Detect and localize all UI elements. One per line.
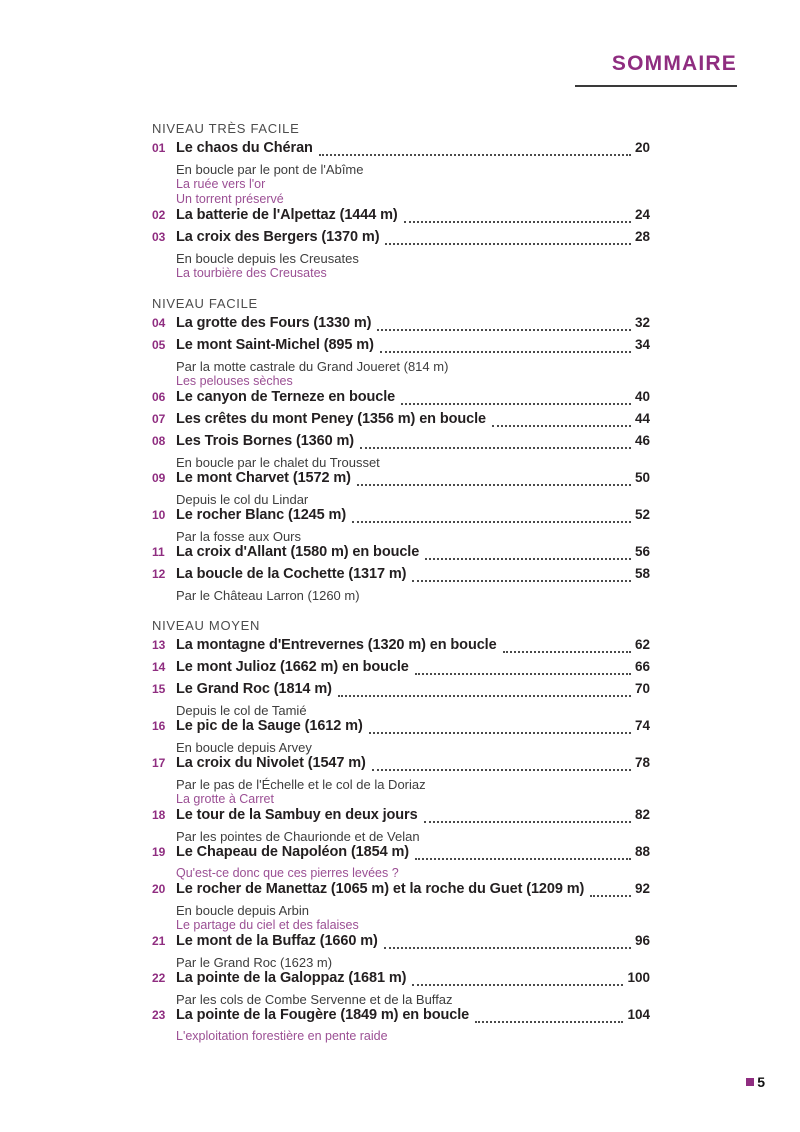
- toc-entry: [152, 718, 650, 755]
- entry-page-number: 44: [634, 411, 650, 426]
- entry-title: Le Grand Roc (1814 m): [176, 681, 332, 697]
- section-entries: [152, 140, 650, 281]
- dotted-leader: [357, 484, 631, 486]
- entry-title: Le rocher de Manettaz (1065 m) et la roche du Guet (1209 m): [176, 881, 585, 897]
- toc-entry: [152, 755, 650, 807]
- dotted-leader: [377, 329, 631, 331]
- dotted-leader: [401, 403, 631, 405]
- entry-title: Les crêtes du mont Peney (1356 m) en boucle: [176, 411, 486, 427]
- toc-entry: [152, 229, 650, 281]
- entry-number: 19: [152, 845, 166, 859]
- entry-row: [152, 389, 650, 411]
- entry-subline: Par le Château Larron (1260 m): [176, 588, 360, 603]
- toc-entry: [152, 933, 650, 970]
- entry-title: Le rocher Blanc (1245 m): [176, 507, 347, 523]
- entry-number: 04: [152, 316, 166, 330]
- entry-page-number: 46: [634, 433, 650, 448]
- toc-entry: [152, 315, 650, 337]
- toc-section: [152, 603, 650, 1044]
- entry-number: 11: [152, 545, 165, 559]
- toc-entry: [152, 881, 650, 933]
- toc-entry: [152, 1007, 650, 1044]
- entry-page-number: 20: [634, 140, 650, 155]
- footer-page-number: 5: [757, 1074, 765, 1090]
- dotted-leader: [590, 895, 631, 897]
- dotted-leader: [372, 769, 631, 771]
- entry-number: 09: [152, 471, 166, 485]
- entry-title: Le chaos du Chéran: [176, 140, 313, 156]
- toc-entry: [152, 140, 650, 207]
- toc-entry: [152, 681, 650, 718]
- entry-title: Le mont Saint-Michel (895 m): [176, 337, 374, 353]
- entry-number: 23: [152, 1008, 166, 1022]
- entry-title: Les Trois Bornes (1360 m): [176, 433, 355, 449]
- entry-page-number: 52: [634, 507, 650, 522]
- entry-number: 02: [152, 208, 166, 222]
- entry-title: Le pic de la Sauge (1612 m): [176, 718, 363, 734]
- entry-row: [152, 718, 650, 740]
- dotted-leader: [404, 221, 631, 223]
- entry-page-number: 32: [634, 315, 650, 330]
- entry-title: La croix d'Allant (1580 m) en boucle: [176, 544, 420, 560]
- entry-page-number: 74: [634, 718, 650, 733]
- entry-page-number: 58: [634, 566, 650, 581]
- section-entries: [152, 315, 650, 603]
- entry-title: La grotte des Fours (1330 m): [176, 315, 372, 331]
- entry-row: [152, 659, 650, 681]
- dotted-leader: [425, 558, 631, 560]
- toc-entry: [152, 507, 650, 544]
- toc-entry: [152, 389, 650, 411]
- entry-page-number: 24: [634, 207, 650, 222]
- entry-row: [152, 433, 650, 455]
- entry-number: 18: [152, 808, 166, 822]
- entry-page-number: 92: [634, 881, 650, 896]
- entry-page-number: 104: [627, 1007, 650, 1022]
- entry-number: 13: [152, 638, 166, 652]
- entry-page-number: 78: [634, 755, 650, 770]
- entry-number: 05: [152, 338, 166, 352]
- dotted-leader: [424, 821, 631, 823]
- entry-number: 16: [152, 719, 166, 733]
- entry-title: Le canyon de Terneze en boucle: [176, 389, 396, 405]
- entry-number: 06: [152, 390, 166, 404]
- entry-row: [152, 933, 650, 955]
- dotted-leader: [380, 351, 631, 353]
- entry-subline: Par la fosse aux Ours: [176, 529, 301, 544]
- section-entries: [152, 637, 650, 1044]
- entry-subline: La grotte à Carret: [176, 792, 274, 806]
- entry-subline: Depuis le col de Tamié: [176, 703, 307, 718]
- entry-title: Le Chapeau de Napoléon (1854 m): [176, 844, 409, 860]
- entry-number: 20: [152, 882, 166, 896]
- entry-subline: Les pelouses sèches: [176, 374, 293, 388]
- entry-subline: En boucle depuis Arvey: [176, 740, 312, 755]
- section-label: NIVEAU FACILE: [152, 296, 258, 311]
- entry-row: [152, 229, 650, 251]
- entry-subline: Par le pas de l'Échelle et le col de la Doriaz: [176, 777, 426, 792]
- entry-row: [152, 681, 650, 703]
- dotted-leader: [369, 732, 631, 734]
- dotted-leader: [415, 858, 631, 860]
- entry-title: Le mont Julioz (1662 m) en boucle: [176, 659, 409, 675]
- entry-number: 07: [152, 412, 166, 426]
- entry-number: 08: [152, 434, 166, 448]
- entry-number: 22: [152, 971, 166, 985]
- dotted-leader: [360, 447, 631, 449]
- entry-row: [152, 755, 650, 777]
- dotted-leader: [412, 580, 631, 582]
- page-title: SOMMAIRE: [611, 52, 737, 75]
- entry-subline: La tourbière des Creusates: [176, 266, 327, 280]
- toc-section: [152, 281, 650, 603]
- entry-row: [152, 807, 650, 829]
- toc-entry: [152, 566, 650, 603]
- entry-page-number: 56: [634, 544, 650, 559]
- entry-subline: Par les cols de Combe Servenne et de la Buffaz: [176, 992, 453, 1007]
- entry-number: 12: [152, 567, 166, 581]
- entry-subline: Par le Grand Roc (1623 m): [176, 955, 333, 970]
- entry-page-number: 70: [634, 681, 650, 696]
- entry-number: 10: [152, 508, 166, 522]
- page-footer: [746, 1074, 765, 1090]
- entry-title: La batterie de l'Alpettaz (1444 m): [176, 207, 398, 223]
- entry-row: [152, 881, 650, 903]
- entry-title: La montagne d'Entrevernes (1320 m) en boucle: [176, 637, 497, 653]
- dotted-leader: [475, 1021, 623, 1023]
- entry-row: [152, 315, 650, 337]
- dotted-leader: [352, 521, 631, 523]
- entry-subline: La ruée vers l'or: [176, 177, 266, 191]
- entry-page-number: 40: [634, 389, 650, 404]
- entry-page-number: 66: [634, 659, 650, 674]
- entry-page-number: 34: [634, 337, 650, 352]
- footer-square-icon: [746, 1078, 754, 1086]
- entry-row: [152, 844, 650, 866]
- dotted-leader: [384, 947, 631, 949]
- entry-subline: Le partage du ciel et des falaises: [176, 918, 359, 932]
- entry-row: [152, 140, 650, 162]
- entry-row: [152, 507, 650, 529]
- entry-number: 21: [152, 934, 166, 948]
- entry-subline: En boucle par le pont de l'Abîme: [176, 162, 364, 177]
- dotted-leader: [503, 651, 631, 653]
- entry-row: [152, 1007, 650, 1029]
- dotted-leader: [319, 154, 631, 156]
- section-label: NIVEAU MOYEN: [152, 618, 261, 633]
- toc-entry: [152, 844, 650, 881]
- entry-row: [152, 337, 650, 359]
- entry-subline: Par les pointes de Chaurionde et de Velan: [176, 829, 420, 844]
- toc-entry: [152, 807, 650, 844]
- entry-row: [152, 544, 650, 566]
- entry-number: 17: [152, 756, 166, 770]
- entry-subline: L'exploitation forestière en pente raide: [176, 1029, 388, 1043]
- entry-page-number: 50: [634, 470, 650, 485]
- entry-title: Le mont de la Buffaz (1660 m): [176, 933, 378, 949]
- entry-row: [152, 566, 650, 588]
- section-label: NIVEAU TRÈS FACILE: [152, 121, 300, 136]
- toc-entry: [152, 470, 650, 507]
- toc-entry: [152, 637, 650, 659]
- title-underline: [575, 85, 737, 87]
- toc-entry: [152, 207, 650, 229]
- entry-number: 14: [152, 660, 166, 674]
- entry-title: Le tour de la Sambuy en deux jours: [176, 807, 418, 823]
- entry-row: [152, 637, 650, 659]
- entry-title: Le mont Charvet (1572 m): [176, 470, 351, 486]
- entry-subline: En boucle depuis Arbin: [176, 903, 309, 918]
- entry-subline: En boucle depuis les Creusates: [176, 251, 359, 266]
- toc-entry: [152, 970, 650, 1007]
- entry-number: 15: [152, 682, 166, 696]
- dotted-leader: [492, 425, 631, 427]
- entry-subline: En boucle par le chalet du Trousset: [176, 455, 380, 470]
- entry-title: La boucle de la Cochette (1317 m): [176, 566, 407, 582]
- dotted-leader: [415, 673, 631, 675]
- toc-entry: [152, 659, 650, 681]
- entry-row: [152, 207, 650, 229]
- dotted-leader: [338, 695, 631, 697]
- entry-title: La pointe de la Galoppaz (1681 m): [176, 970, 407, 986]
- entry-page-number: 88: [634, 844, 650, 859]
- entry-row: [152, 411, 650, 433]
- entry-subline: Un torrent préservé: [176, 192, 284, 206]
- toc-entry: [152, 337, 650, 389]
- toc-entry: [152, 411, 650, 433]
- entry-number: 03: [152, 230, 166, 244]
- entry-title: La pointe de la Fougère (1849 m) en boucle: [176, 1007, 470, 1023]
- entry-row: [152, 970, 650, 992]
- entry-page-number: 96: [634, 933, 650, 948]
- entry-subline: Par la motte castrale du Grand Joueret (814 m): [176, 359, 449, 374]
- entry-page-number: 82: [634, 807, 650, 822]
- dotted-leader: [385, 243, 631, 245]
- toc-entry: [152, 544, 650, 566]
- entry-row: [152, 470, 650, 492]
- entry-page-number: 100: [627, 970, 650, 985]
- entry-page-number: 62: [634, 637, 650, 652]
- entry-subline: Depuis le col du Lindar: [176, 492, 309, 507]
- entry-title: La croix du Nivolet (1547 m): [176, 755, 366, 771]
- entry-number: 01: [152, 141, 166, 155]
- toc-entry: [152, 433, 650, 470]
- table-of-contents: [152, 120, 650, 1044]
- entry-title: La croix des Bergers (1370 m): [176, 229, 380, 245]
- toc-section: [152, 120, 650, 281]
- entry-subline: Qu'est-ce donc que ces pierres levées ?: [176, 866, 399, 880]
- dotted-leader: [412, 984, 623, 986]
- entry-page-number: 28: [634, 229, 650, 244]
